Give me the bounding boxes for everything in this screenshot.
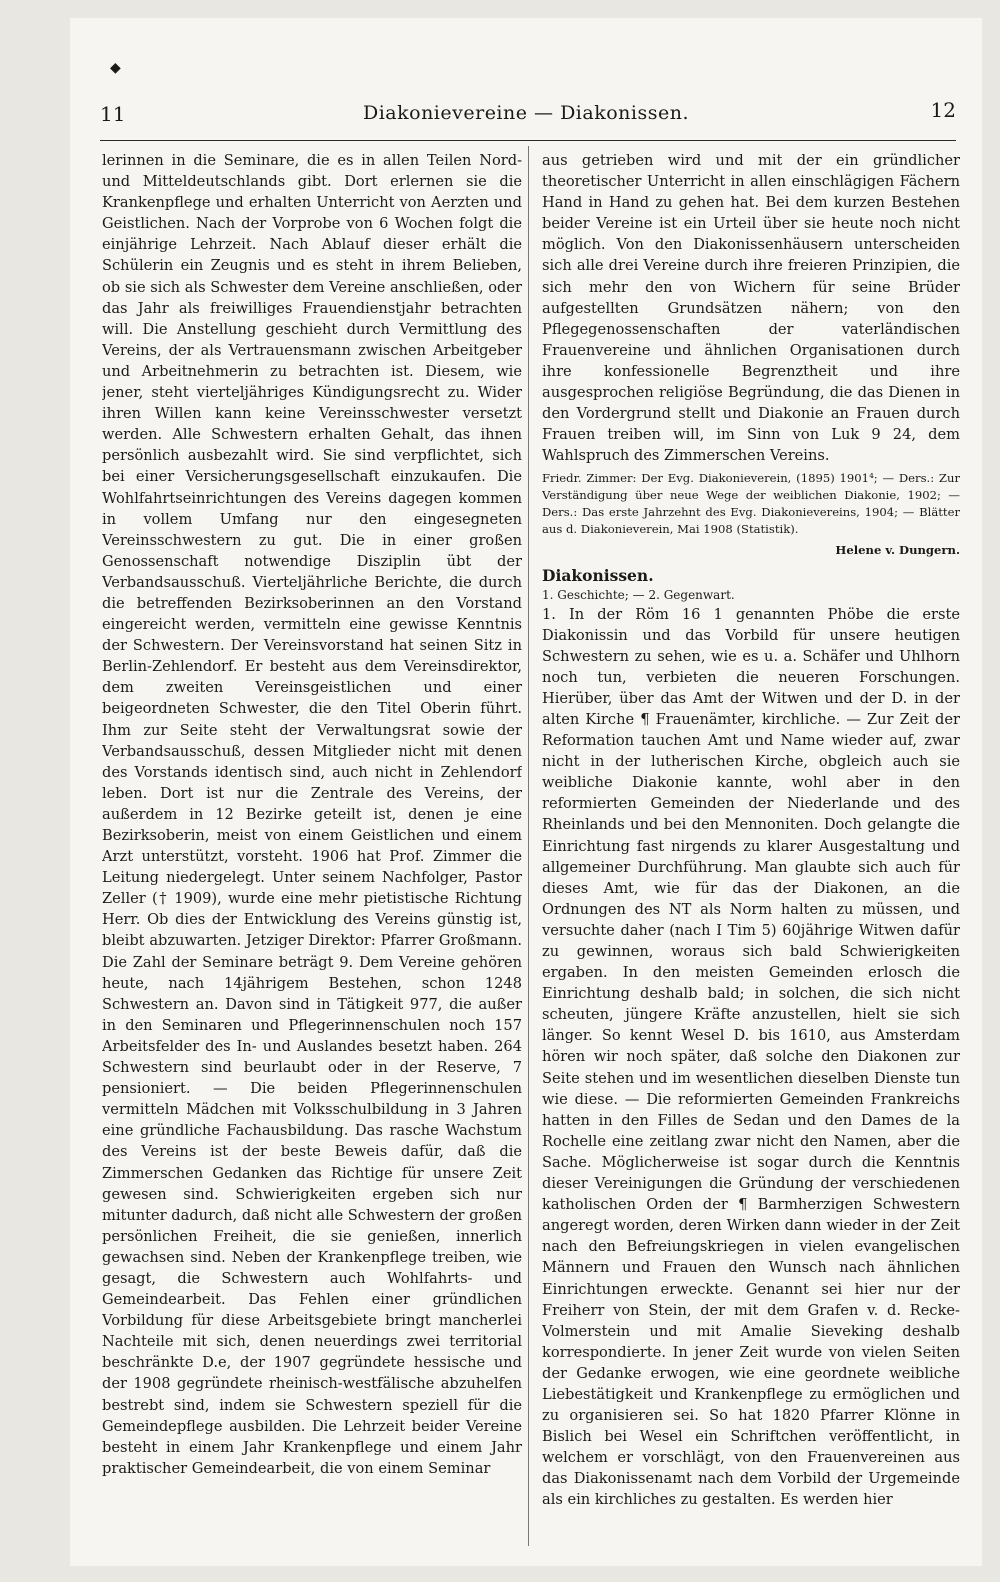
page-number-right: 12 — [930, 98, 956, 122]
column-divider — [528, 146, 529, 1546]
right-column-text-top: aus getrieben wird und mit der ein gründlicher theoretischer Unterricht in allen einschlägigen Fächern Hand in Hand zu gehen hat. Bei dem kurzen Bestehen beider Vereine ist ein Urteil über sie heute noch nicht möglich. Von den Diakonissenhäusern unterscheiden sich alle drei Vereine durch ihre freieren Prinzipien, die sich mehr den von Wichern für seine Brüder aufgestellten Grundsätzen nähern; von den Pflegegenossenschaften der vaterländischen Frauenvereine und ähnlichen Organisationen durch ihre konfessionelle Begrenztheit und ihre ausgesprochen religiöse Begründung, die das Dienen in den Vordergrund stellt und Diakonie an Frauen durch Frauen treiben will, im Sinn von Luk 9 24, dem Wahlspruch des Zimmerschen Vereins. — [542, 152, 960, 465]
header-rule — [100, 140, 956, 141]
left-column — [102, 150, 522, 1540]
page-number-left: 11 — [100, 102, 126, 126]
literature-list: Friedr. Zimmer: Der Evg. Diakonieverein, (1895) 1901⁴; — Ders.: Zur Verständigung über neue Wege der weiblichen Diakonie, 1902; — Ders.: Das erste Jahrzehnt des Evg. Diakonievereins, 1904; — Blätter aus d. Diakonieverein, Mai 1908 (Statistik). — [542, 471, 960, 537]
section-title: Diakonissen. — [542, 566, 654, 586]
right-column-body: 1. In der Röm 16 1 genannten Phöbe die erste Diakonissin und das Vorbild für unsere heutigen Schwestern zu sehen, wie es u. a. Schäfer und Uhlhorn noch tun, verbieten die neueren Forschungen. Hierüber, über das Amt der Witwen und der D. in der alten Kirche ¶ Frauenämter, kirchliche. — Zur Zeit der Reformation tauchen Amt und Name wieder auf, zwar nicht in der lutherischen Kirche, obgleich auch sie weibliche Diakonie kannte, wohl aber in den reformierten Gemeinden der Niederlande und des Rheinlands und bei den Mennoniten. Doch gelangte die Einrichtung fast nirgends zu klarer Ausgestaltung und allgemeiner Durchführung. Man glaubte sich auch für dieses Amt, wie für das der Diakonen, an die Ordnungen des NT als Norm halten zu müssen, und versuchte daher (nach I Tim 5) 60jährige Witwen dafür zu gewinnen, woraus sich bald Schwierigkeiten ergaben. In den meisten Gemeinden erlosch die Einrichtung deshalb bald; in solchen, die sich nicht scheuten, jüngere Kräfte anzustellen, hielt sie sich länger. So kennt Wesel D. bis 1610, aus Amsterdam hören wir noch später, daß solche den Diakonen zur Seite stehen und im wesentlichen dieselben Dienste tun wie diese. — Die reformierten Gemeinden Frankreichs hatten in den Filles de Sedan und den Dames de la Rochelle eine zeitlang zwar nicht den Namen, aber die Sache. Möglicherweise ist sogar durch die Kenntnis dieser Vereinigungen die Gründung der verschiedenen katholischen Orden der ¶ Barmherzigen Schwestern angeregt worden, deren Wirken dann wieder in der Zeit nach den Befreiungskriegen in vielen evangelischen Männern und Frauen den Wunsch nach ähnlichen Einrichtungen erweckte. Genannt sei hier nur der Freiherr von Stein, der mit dem Grafen v. d. Recke-Volmerstein und mit Amalie Sieveking deshalb korrespondierte. In jener Zeit wurde von vielen Seiten der Gedanke erwogen, wie eine geordnete weibliche Liebestätigkeit und Krankenpflege zu ermöglichen und zu organisieren sei. So hat 1820 Pfarrer Klönne in Bislich bei Wesel ein Schriftchen veröffentlicht, in welchem er vorschlägt, von den Frauenvereinen aus das Diakonissenamt nach dem Vorbild der Urgemeinde als ein kirchliches zu gestalten. Es werden hier — [542, 605, 960, 1509]
running-title: Diakonievereine — Diakonissen. — [362, 102, 689, 124]
book-page — [70, 18, 982, 1566]
right-column — [542, 150, 960, 1540]
left-column-text: lerinnen in die Seminare, die es in allen Teilen Nord- und Mitteldeutschlands gibt. Dort erlernen sie die Krankenpflege und erhalten Unterricht von Aerzten und Geistlichen. Nach der Vorprobe von 6 Wochen folgt die einjährige Lehrzeit. Nach Ablauf dieser erhält die Schülerin ein Zeugnis und es steht in ihrem Belieben, ob sie sich als Schwester dem Vereine anschließen, oder das Jahr als freiwilliges Frauendienstjahr betrachten will. Die Anstellung geschieht durch Vermittlung des Vereins, der als Vertrauensmann zwischen Arbeitgeber und Arbeitnehmerin zu betrachten ist. Diesem, wie jener, steht vierteljähriges Kündigungsrecht zu. Wider ihren Willen kann keine Vereinsschwester versetzt werden. Alle Schwestern erhalten Gehalt, das ihnen persönlich ausbezahlt wird. Sie sind verpflichtet, sich bei einer Versicherungsgesellschaft einzukaufen. Die Wohlfahrtseinrichtungen des Vereins dagegen kommen in vollem Umfang nur den eingesegneten Vereinsschwestern zu gut. Die in einer großen Genossenschaft notwendige Disziplin übt der Verbandsausschuß. Vierteljährliche Berichte, die durch die betreffenden Bezirksoberinnen an den Vorstand eingereicht werden, vermitteln eine gewisse Kenntnis der Schwestern. Der Vereinsvorstand hat seinen Sitz in Berlin-Zehlendorf. Er besteht aus dem Vereinsdirektor, dem zweiten Vereinsgeistlichen und einer beigeordneten Schwester, die den Titel Oberin führt. Ihm zur Seite steht der Verwaltungsrat sowie der Verbandsausschuß, dessen Mitglieder nicht mit denen des Vorstands identisch sind, auch nicht in Zehlendorf leben. Dort ist nur die Zentrale des Vereins, der außerdem in 12 Bezirke geteilt ist, denen je eine Bezirksoberin, meist von einem Geistlichen und einem Arzt unterstützt, vorsteht. 1906 hat Prof. Zimmer die Leitung niedergelegt. Unter seinem Nachfolger, Pastor Zeller († 1909), wurde eine mehr pietistische Richtung Herr. Ob dies der Entwicklung des Vereins günstig ist, bleibt abzuwarten. Jetziger Direktor: Pfarrer Großmann. Die Zahl der Seminare beträgt 9. Dem Vereine gehören heute, nach 14jährigem Bestehen, schon 1248 Schwestern an. Davon sind in Tätigkeit 977, die außer in den Seminaren und Pflegerinnenschulen noch 157 Arbeitsfelder des In- und Auslandes besetzt haben. 264 Schwestern sind beurlaubt oder in der Reserve, 7 pensioniert. — Die beiden Pflegerinnenschulen vermitteln Mädchen mit Volksschulbildung in 3 Jahren eine gründliche Fachausbildung. Das rasche Wachstum des Vereins ist der beste Beweis dafür, daß die Zimmerschen Gedanken das Richtige für unsere Zeit gewesen sind. Schwierigkeiten ergeben sich nur mitunter dadurch, daß nicht alle Schwestern der großen persönlichen Freiheit, die sie genießen, innerlich gewachsen sind. Neben der Krankenpflege treiben, wie gesagt, die Schwestern auch Wohlfahrts- und Gemeindearbeit. Das Fehlen einer gründlichen Vorbildung für diese Arbeitsgebiete bringt mancherlei Nachteile mit sich, denen neuerdings zwei territorial beschränkte D.e, der 1907 gegründete hessische und der 1908 gegründete rheinisch-westfälische abzuhelfen bestrebt sind, indem sie Schwestern speziell für die Gemeindepflege ausbilden. Die Lehrzeit beider Vereine besteht in einem Jahr Krankenpflege und einem Jahr praktischer Gemeindearbeit, die von einem Seminar — [102, 152, 522, 1477]
page-header — [70, 98, 982, 134]
ink-mark: ◆ — [110, 60, 121, 76]
author-signature: Helene v. Dungern. — [835, 543, 960, 558]
section-subheads: 1. Geschichte; — 2. Gegenwart. — [542, 587, 735, 602]
